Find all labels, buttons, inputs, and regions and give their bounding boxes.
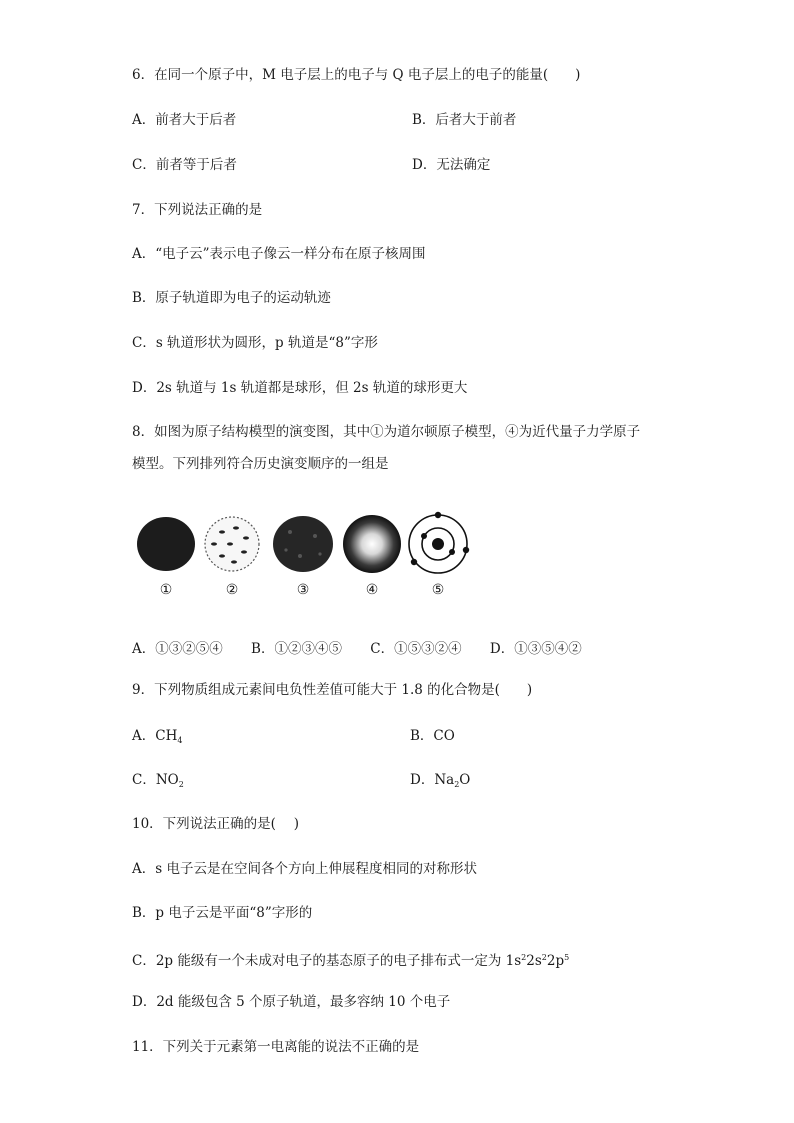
- q8-stem-line1: 8．如图为原子结构模型的演变图，其中①为道尔顿原子模型，④为近代量子力学原子: [132, 424, 641, 440]
- q9-stem: 9．下列物质组成元素间电负性差值可能大于 1.8 的化合物是( ): [132, 682, 533, 698]
- model-2-plum-pudding: [205, 517, 259, 571]
- q9-option-c: C．$NO_2$: [132, 772, 184, 789]
- model-3-nuclear: [273, 516, 333, 572]
- q9-option-d: D．$Na_2O$: [410, 772, 471, 789]
- q6-option-d: D．无法确定: [412, 157, 491, 173]
- model-label-5: ⑤: [431, 582, 445, 598]
- q6-option-b: B．后者大于前者: [412, 112, 517, 128]
- model-5-bohr: [409, 512, 469, 573]
- model-4-quantum-cloud: [343, 515, 401, 573]
- q8-options: [132, 637, 606, 657]
- q8-option-c: C．①⑤③②④: [370, 641, 462, 657]
- q8-stem-line2: 模型。下列排列符合历史演变顺序的一组是: [132, 456, 389, 472]
- q9-option-b: B．CO: [410, 728, 455, 744]
- q6-option-c: C．前者等于后者: [132, 157, 237, 173]
- q8-option-b: B．①②③④⑤: [251, 641, 342, 657]
- q7-option-c: C．s 轨道形状为圆形，p 轨道是“8”字形: [132, 335, 378, 351]
- q10-option-d: D．2d 能级包含 5 个原子轨道，最多容纳 10 个电子: [132, 994, 451, 1010]
- atomic-models-figure: [130, 510, 475, 605]
- q10-option-c: C．2p 能级有一个未成对电子的基态原子的电子排布式一定为 $1s^22s^22p^5$: [132, 953, 570, 969]
- q10-stem: 10．下列说法正确的是( ): [132, 816, 300, 832]
- q8-option-d: D．①③⑤④②: [489, 641, 582, 657]
- model-label-1: ①: [159, 582, 173, 598]
- model-label-2: ②: [225, 582, 239, 598]
- q7-stem: 7．下列说法正确的是: [132, 202, 263, 218]
- q10-option-b: B．p 电子云是平面“8”字形的: [132, 905, 313, 921]
- model-1-dalton: [137, 517, 195, 571]
- q8-option-a: A．①③②⑤④: [132, 641, 223, 657]
- q10-option-a: A．s 电子云是在空间各个方向上伸展程度相同的对称形状: [132, 861, 477, 877]
- q7-option-d: D．2s 轨道与 1s 轨道都是球形，但 2s 轨道的球形更大: [132, 380, 468, 396]
- q6-stem: 6．在同一个原子中，M 电子层上的电子与 Q 电子层上的电子的能量( ): [132, 67, 581, 83]
- model-label-4: ④: [365, 582, 379, 598]
- atomic-models-svg: [130, 510, 475, 580]
- model-label-3: ③: [296, 582, 310, 598]
- q9-option-a: A．$CH_4$: [132, 728, 183, 745]
- q11-stem: 11．下列关于元素第一电离能的说法不正确的是: [132, 1039, 420, 1055]
- q7-option-a: A．“电子云”表示电子像云一样分布在原子核周围: [132, 246, 426, 262]
- q6-option-a: A．前者大于后者: [132, 112, 237, 128]
- q7-option-b: B．原子轨道即为电子的运动轨迹: [132, 290, 331, 306]
